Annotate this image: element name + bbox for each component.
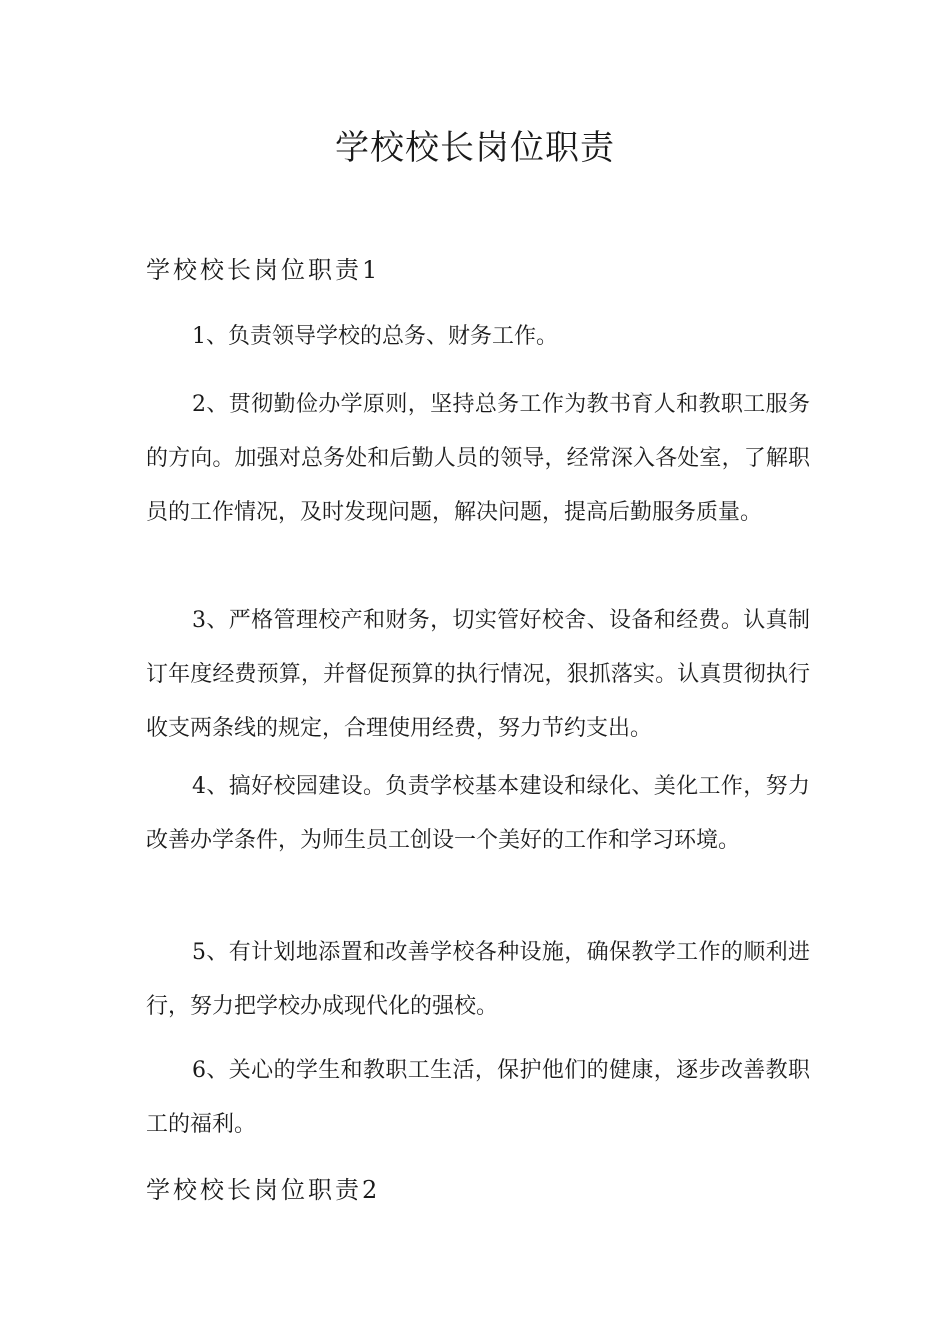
duty-item-2: 2、贯彻勤俭办学原则，坚持总务工作为教书育人和教职工服务的方向。加强对总务处和后勤人员的领导，经常深入各处室，了解职员的工作情况，及时发现问题，解决问题，提高后勤服务质量。 — [146, 392, 810, 525]
section-heading-2: 学校校长岗位职责2 — [146, 1176, 381, 1204]
duty-item-4: 4、搞好校园建设。负责学校基本建设和绿化、美化工作，努力改善办学条件，为师生员工创设一个美好的工作和学习环境。 — [146, 774, 810, 853]
duty-item-5: 5、有计划地添置和改善学校各种设施，确保教学工作的顺利进行，努力把学校办成现代化的强校。 — [146, 940, 810, 1019]
duty-item-6: 6、关心的学生和教职工生活，保护他们的健康，逐步改善教职工的福利。 — [146, 1058, 810, 1137]
document-title: 学校校长岗位职责 — [335, 128, 615, 168]
duty-item-3: 3、严格管理校产和财务，切实管好校舍、设备和经费。认真制订年度经费预算，并督促预算的执行情况，狠抓落实。认真贯彻执行收支两条线的规定，合理使用经费，努力节约支出。 — [146, 608, 810, 741]
duty-item-1: 1、负责领导学校的总务、财务工作。 — [192, 324, 558, 349]
section-heading-1: 学校校长岗位职责1 — [146, 256, 381, 284]
